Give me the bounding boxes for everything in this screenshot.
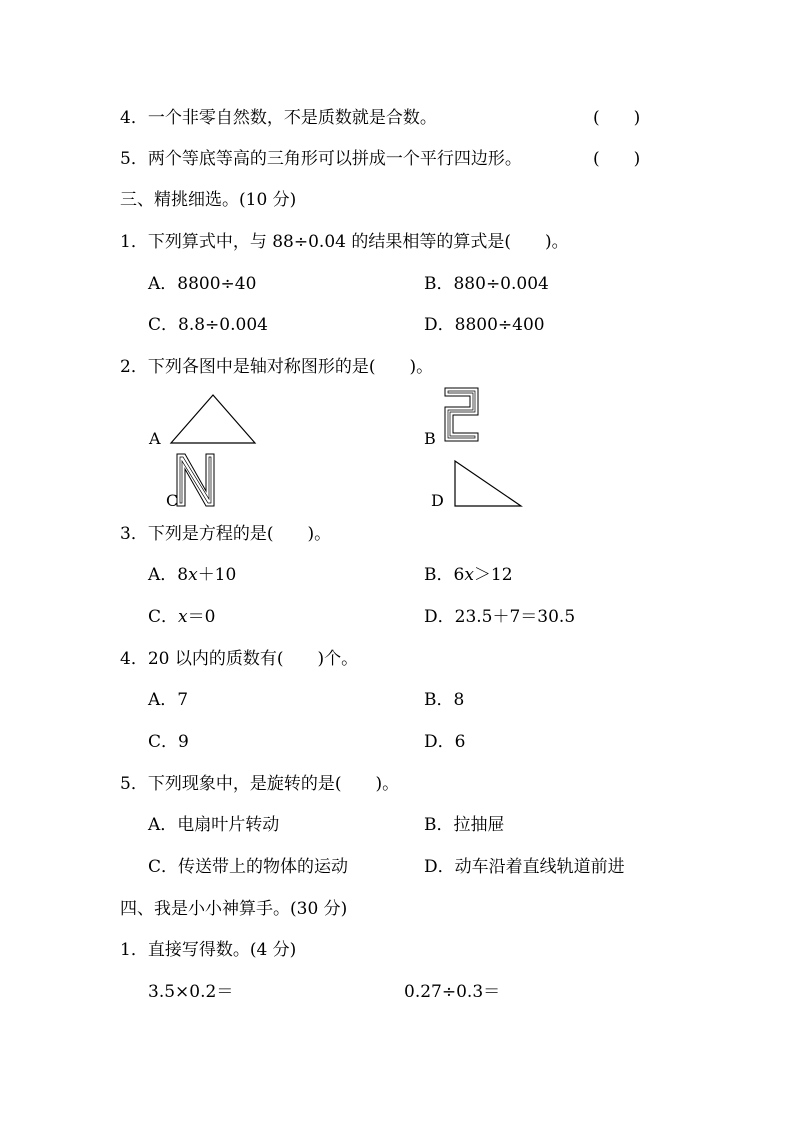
q4-option-c[interactable]: C．9 <box>148 732 189 752</box>
q3-option-d[interactable]: D．23.5＋7＝30.5 <box>424 607 576 627</box>
figure-b-label: B <box>424 429 436 448</box>
figure-c-letter-n[interactable] <box>175 451 217 509</box>
figure-d-right-triangle[interactable] <box>452 458 524 510</box>
answer-blank-5[interactable]: ( ) <box>593 149 641 169</box>
figure-a-label: A <box>149 429 161 448</box>
mc-question-1-stem: 1．下列算式中，与 88÷0.04 的结果相等的算式是( )。 <box>120 232 569 252</box>
q1-option-d[interactable]: D．8800÷400 <box>424 315 545 335</box>
q5-option-b[interactable]: B．拉抽屉 <box>424 815 505 835</box>
judge-question-4: 4．一个非零自然数，不是质数就是合数。 <box>120 108 437 128</box>
figure-b-digit-two[interactable] <box>443 386 481 444</box>
mc-question-5-stem: 5．下列现象中，是旋转的是( )。 <box>120 774 400 794</box>
figure-d-label: D <box>431 491 444 510</box>
q5-option-d[interactable]: D．动车沿着直线轨道前进 <box>424 857 625 877</box>
calc-question-1-stem: 1．直接写得数。(4 分) <box>120 940 297 960</box>
q4-option-a[interactable]: A．7 <box>148 690 189 710</box>
q3-option-c[interactable]: C．x＝0 <box>148 607 216 627</box>
q3-option-a[interactable]: A．8x＋10 <box>148 565 237 585</box>
mc-question-4-stem: 4．20 以内的质数有( )个。 <box>120 649 359 669</box>
calc-item-2[interactable]: 0.27÷0.3＝ <box>404 982 501 1002</box>
calc-item-1[interactable]: 3.5×0.2＝ <box>148 982 234 1002</box>
section3-heading: 三、精挑细选。(10 分) <box>120 190 297 210</box>
q1-option-c[interactable]: C．8.8÷0.004 <box>148 315 268 335</box>
figure-a-triangle[interactable] <box>168 392 258 446</box>
figure-c-label: C <box>166 491 179 510</box>
q4-option-b[interactable]: B．8 <box>424 690 465 710</box>
q5-option-a[interactable]: A．电扇叶片转动 <box>148 815 280 835</box>
q1-option-a[interactable]: A．8800÷40 <box>148 274 257 294</box>
judge-question-5: 5．两个等底等高的三角形可以拼成一个平行四边形。 <box>120 149 522 169</box>
q3-option-b[interactable]: B．6x＞12 <box>424 565 513 585</box>
q1-option-b[interactable]: B．880÷0.004 <box>424 274 549 294</box>
q4-option-d[interactable]: D．6 <box>424 732 466 752</box>
mc-question-3-stem: 3．下列是方程的是( )。 <box>120 524 332 544</box>
answer-blank-4[interactable]: ( ) <box>593 108 641 128</box>
mc-question-2-stem: 2．下列各图中是轴对称图形的是( )。 <box>120 357 434 377</box>
section4-heading: 四、我是小小神算手。(30 分) <box>120 899 348 919</box>
q5-option-c[interactable]: C．传送带上的物体的运动 <box>148 857 349 877</box>
